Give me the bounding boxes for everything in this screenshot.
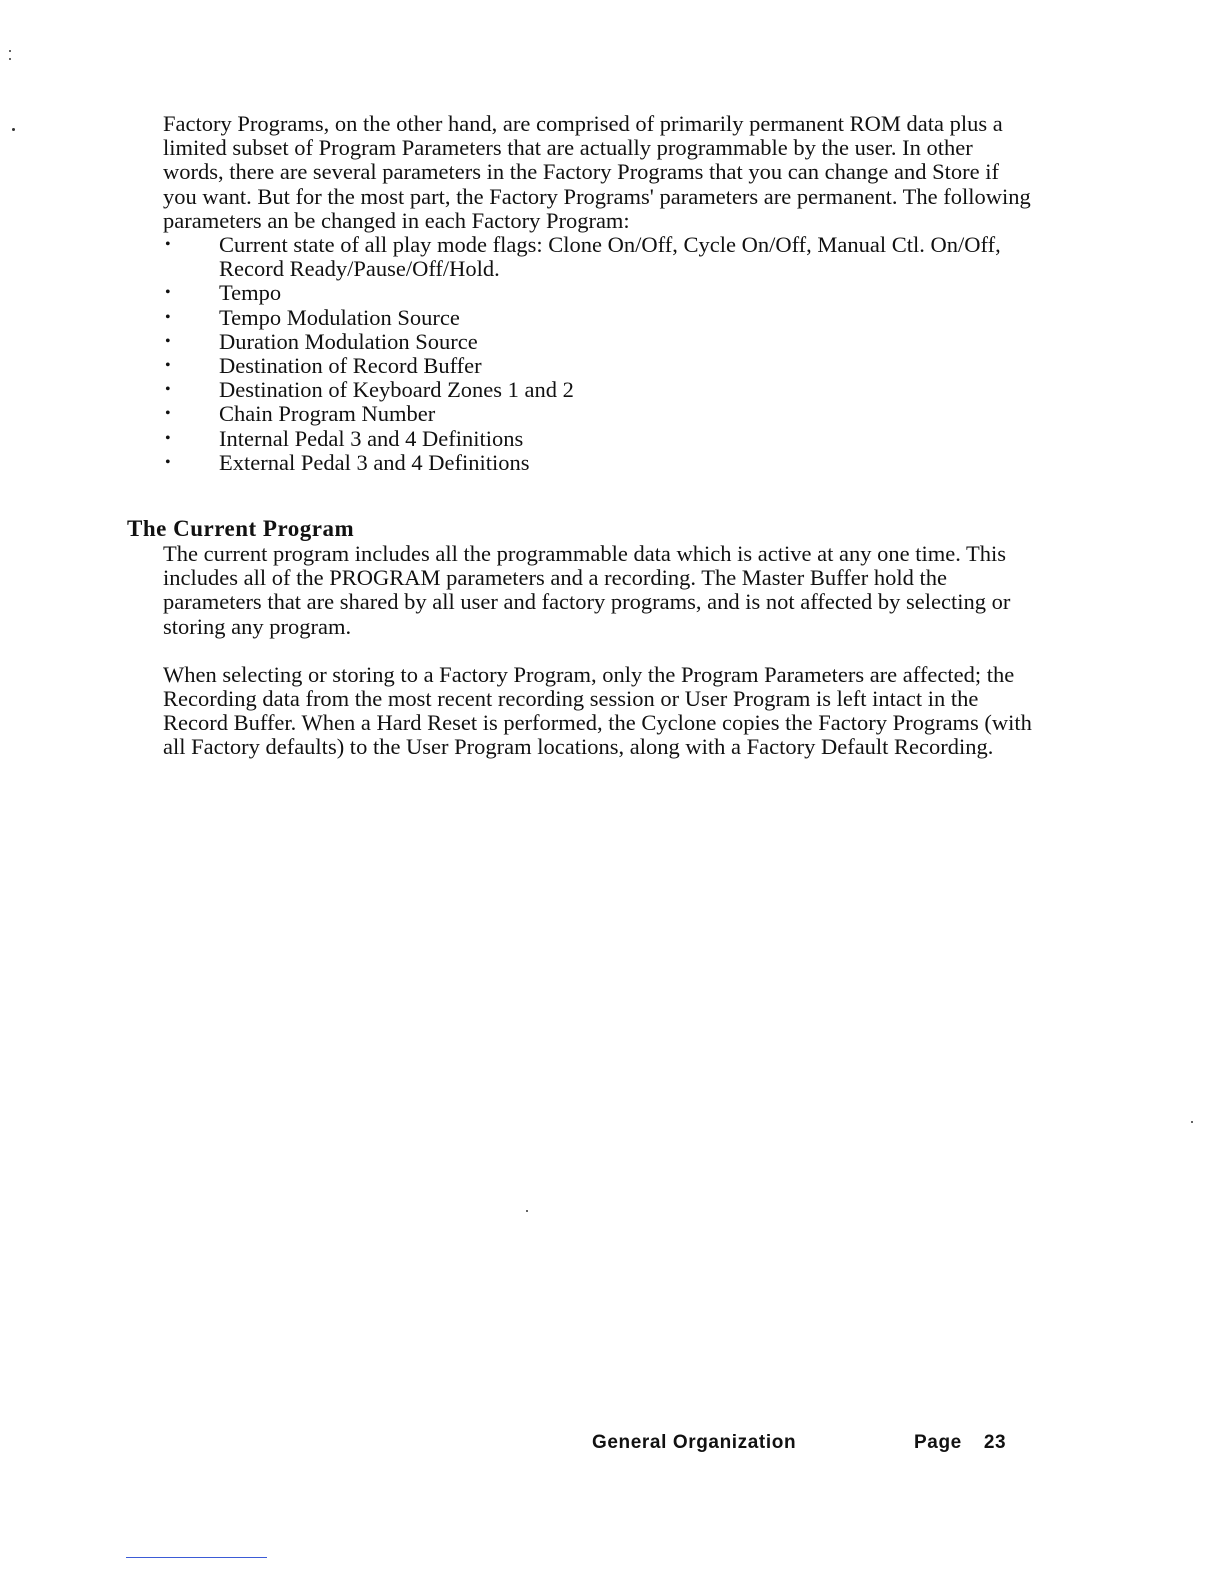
list-item: • Duration Modulation Source (165, 328, 478, 354)
list-item: • External Pedal 3 and 4 Definitions (165, 449, 530, 475)
scan-speck (526, 1210, 528, 1212)
intro-paragraph: Factory Programs, on the other hand, are comprised of primarily permanent ROM data plus a limited subset of Program Parameters that are actually programmable by the user. In other words, there are several parameters in the Factory Programs that you can change and Store if you want. But for the most part, the Factory Programs' parameters are permanent. The following parameters an be changed in each Factory Program: (163, 111, 1031, 233)
intro-section (163, 112, 1033, 475)
bullet-icon: • (165, 332, 171, 350)
scan-edge-line (126, 1557, 267, 1558)
page-label: Page (914, 1432, 962, 1453)
footer-section-title: General Organization (592, 1432, 797, 1453)
footer-page-number (914, 1432, 1006, 1454)
scan-speck (9, 58, 11, 60)
bullet-icon: • (165, 284, 171, 302)
scan-speck (1191, 1121, 1193, 1123)
bullet-icon: • (165, 308, 171, 326)
list-item: • Chain Program Number (165, 401, 436, 427)
bullet-icon: • (165, 453, 171, 471)
list-item: • Destination of Record Buffer (165, 353, 482, 379)
list-item: • Internal Pedal 3 and 4 Definitions (165, 425, 524, 451)
list-item: • Tempo (165, 280, 282, 306)
list-item: • Tempo Modulation Source (165, 304, 460, 330)
current-program-section (163, 542, 1033, 760)
body-paragraph: When selecting or storing to a Factory Program, only the Program Parameters are affected; the Recording data from the most recent recording session or User Program is left intact in the Record Buffer. When a Hard Reset is performed, the Cyclone copies the Factory Programs (with all Factory defaults) to the User Program locations, along with a Factory Default Recording. (163, 661, 1032, 760)
bullet-icon: • (165, 357, 171, 375)
list-item: • Current state of all play mode flags: Clone On/Off, Cycle On/Off, Manual Ctl. On/Off, Record Ready/Pause/Off/Hold. (165, 232, 1001, 282)
parameter-list (163, 233, 1033, 475)
list-item: • Destination of Keyboard Zones 1 and 2 (165, 377, 574, 403)
section-heading: The Current Program (127, 516, 355, 541)
scan-speck (9, 50, 11, 52)
bullet-icon: • (165, 405, 171, 423)
scan-speck (12, 128, 15, 131)
body-paragraph: The current program includes all the programmable data which is active at any one time. This includes all of the PROGRAM parameters and a recording. The Master Buffer hold the parameters that are shared by all user and factory programs, and is not affected by selecting or storing any program. (163, 541, 1011, 639)
bullet-icon: • (165, 429, 171, 447)
page-number: 23 (983, 1432, 1007, 1453)
bullet-icon: • (165, 236, 171, 254)
bullet-icon: • (165, 381, 171, 399)
